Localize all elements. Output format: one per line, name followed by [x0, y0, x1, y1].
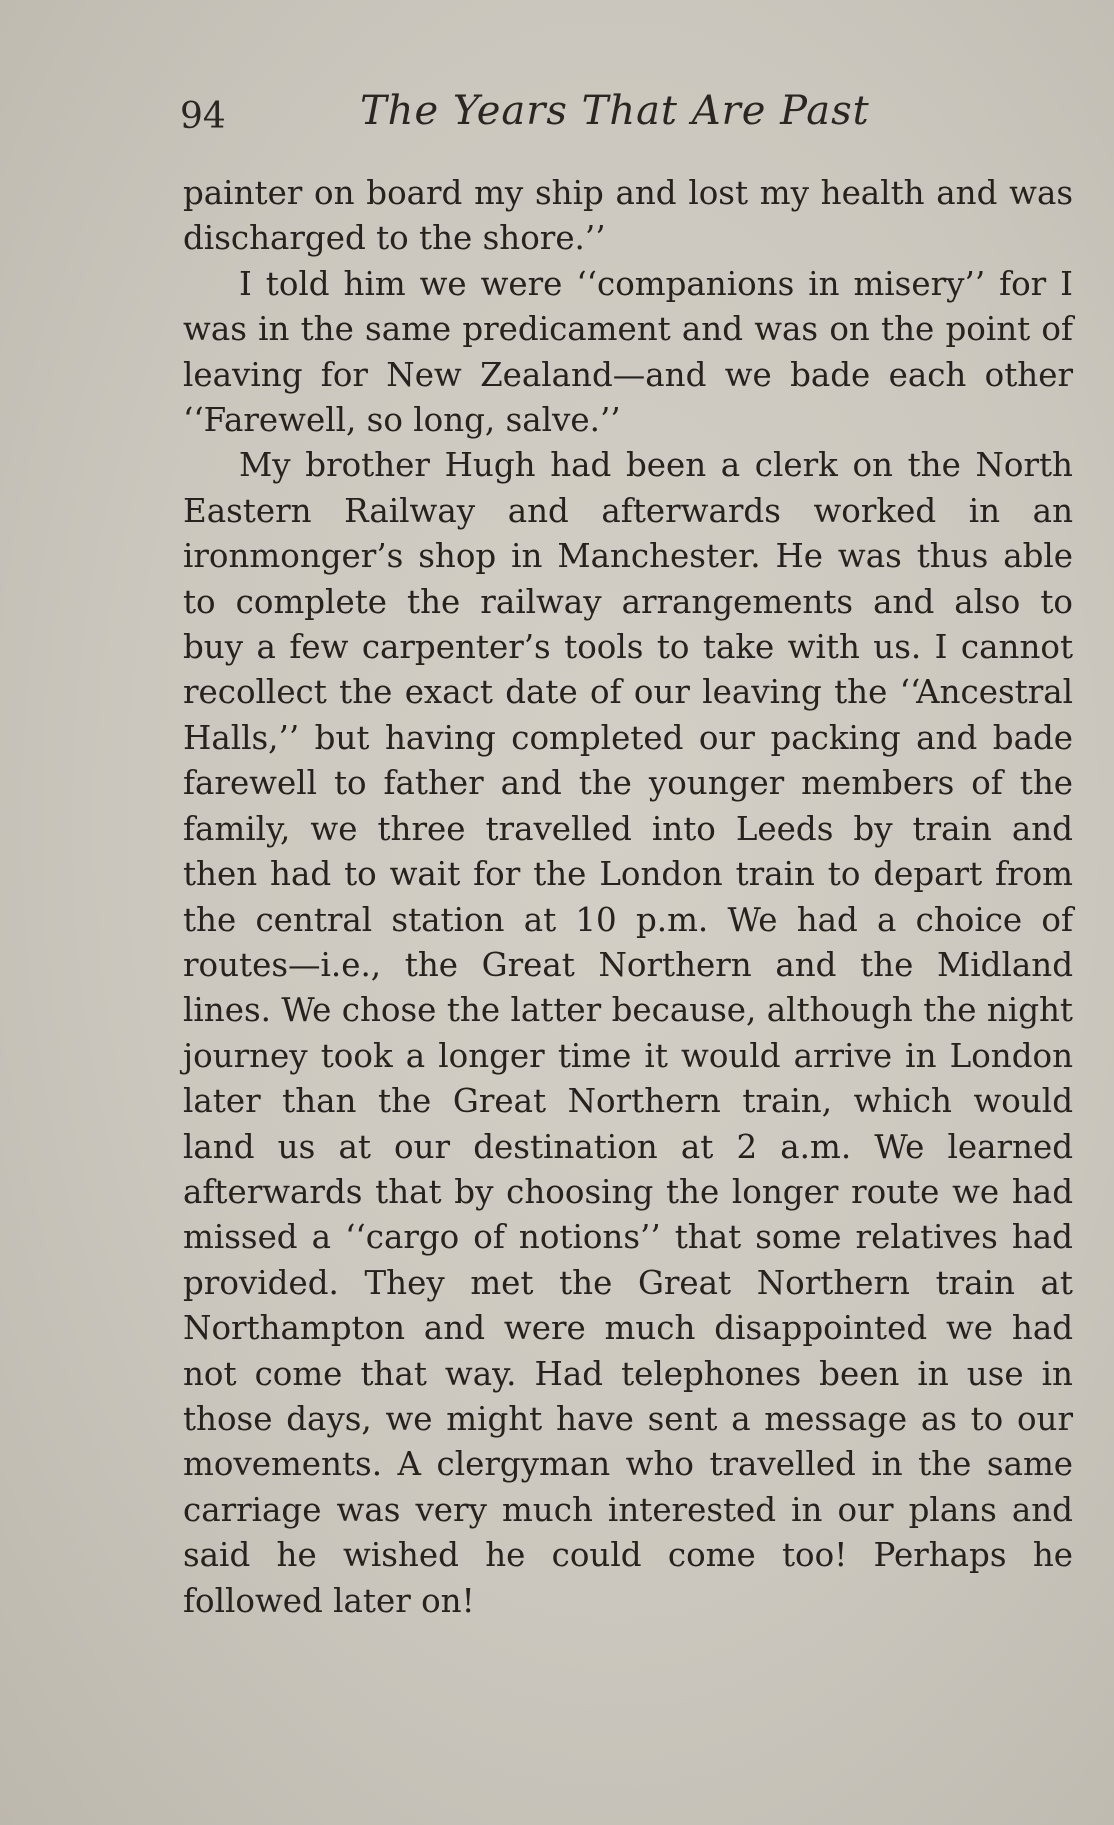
paragraph-continued: painter on board my ship and lost my health and was discharged to the shore.’’: [183, 174, 1073, 258]
running-title: The Years That Are Past: [360, 88, 870, 134]
running-head: [180, 88, 900, 148]
body-text: [183, 171, 1073, 1624]
page-number: 94: [180, 96, 226, 137]
paragraph: My brother Hugh had been a clerk on the North Eastern Railway and afterwards worked in an ironmonger’s shop in Manchester. He was thus able to complete the railway arrangements and also to buy a few carpenter’s tools to take with us. I cannot recollect the exact date of our leaving the ‘‘Ancestral Halls,’’ but having completed our packing and bade farewell to father and the younger members of the family, we three travelled into Leeds by train and then had to wait for the London train to depart from the central station at 10 p.m. We had a choice of routes—i.e., the Great Northern and the Midland lines. We chose the latter because, although the night journey took a longer time it would arrive in London later than the Great Northern train, which would land us at our destination at 2 a.m. We learned afterwards that by choosing the longer route we had missed a ‘‘cargo of notions’’ that some relatives had provided. They met the Great Northern train at Northampton and were much disappointed we had not come that way. Had telephones been in use in those days, we might have sent a message as to our movements. A clergyman who travelled in the same carriage was very much interested in our plans and said he wished he could come too! Perhaps he followed later on!: [183, 446, 1073, 1620]
paragraph: I told him we were ‘‘companions in misery’’ for I was in the same predicament and was on the point of leaving for New Zealand—and we bade each other ‘‘Farewell, so long, salve.’’: [183, 264, 1073, 440]
